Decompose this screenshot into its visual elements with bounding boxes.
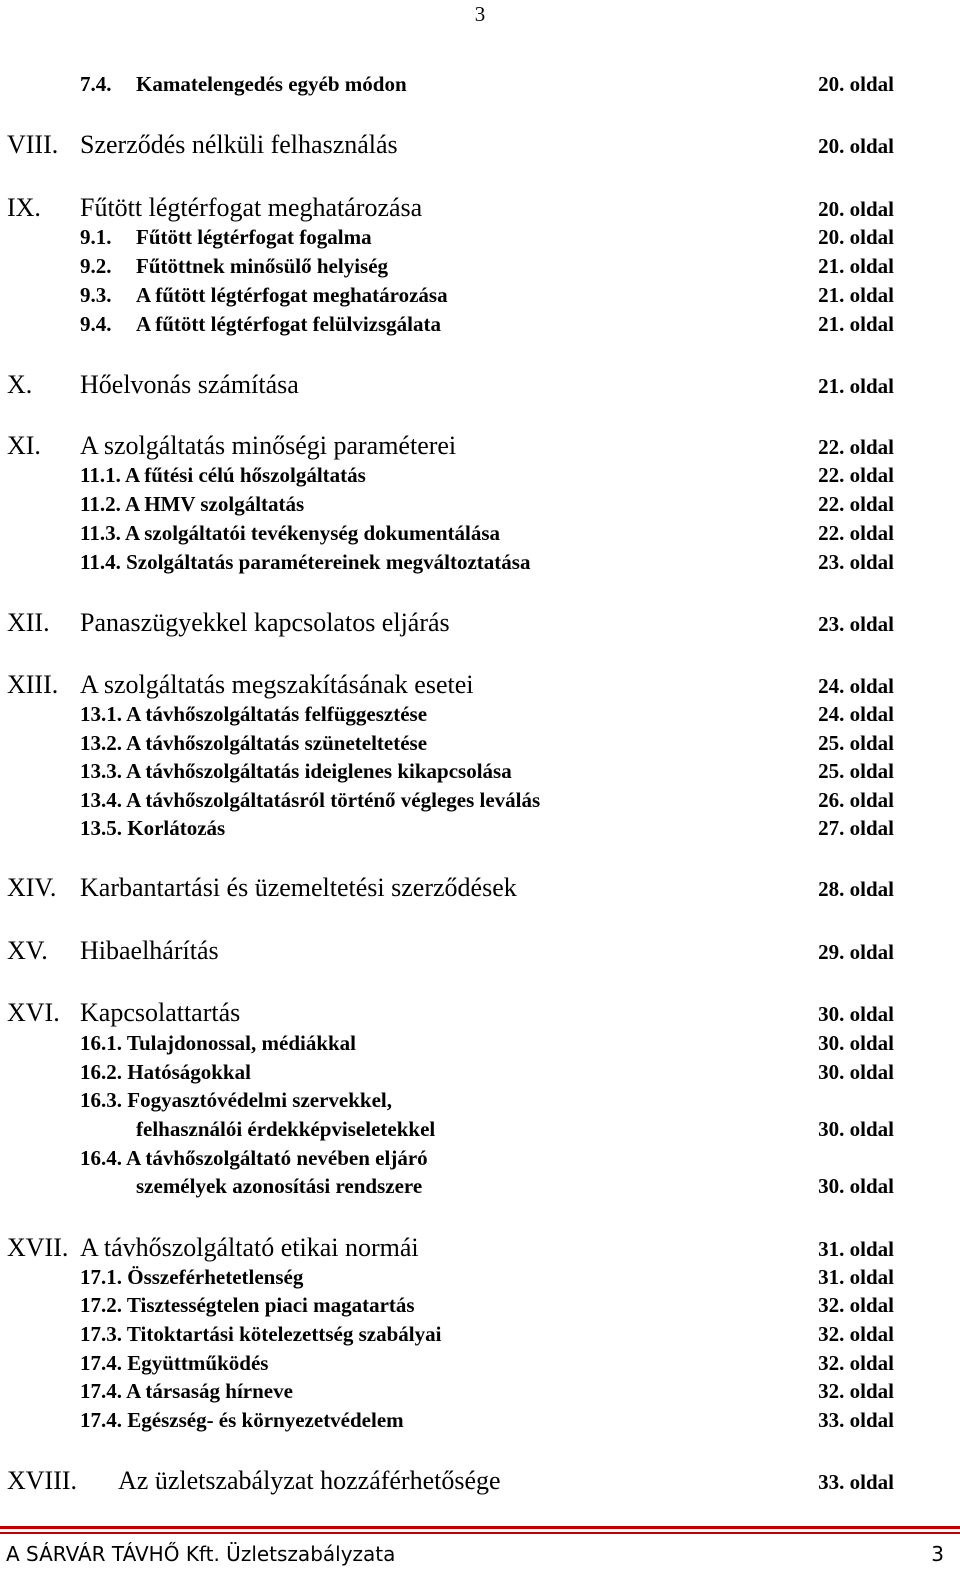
page-number: 3 bbox=[474, 2, 486, 26]
toc-entry-page: 21. oldal bbox=[818, 312, 894, 336]
toc-entry-title: A HMV szolgáltatás bbox=[124, 492, 305, 516]
toc-entry-label bbox=[80, 1293, 415, 1318]
toc-entry-label bbox=[80, 731, 427, 756]
toc-entry-page: 30. oldal bbox=[818, 1060, 894, 1084]
toc-entry-title: A távhőszolgáltatás szüneteltetése bbox=[126, 731, 428, 755]
toc-entry-title: A távhőszolgáltató etikai normái bbox=[80, 1233, 419, 1262]
toc-entry-label bbox=[80, 702, 427, 727]
toc-entry-number: 13.1. bbox=[80, 702, 122, 726]
toc-entry-number: 7.4. bbox=[80, 72, 112, 96]
toc-entry bbox=[0, 1060, 960, 1088]
toc-entry-number: 16.3. bbox=[80, 1088, 122, 1112]
footer-rule-thin bbox=[0, 1532, 960, 1534]
toc-entry-title: A fűtött légtérfogat meghatározása bbox=[136, 283, 448, 307]
toc-entry-number: 17.2. bbox=[80, 1293, 122, 1317]
toc-entry-number: 11.1. bbox=[80, 463, 121, 487]
toc-entry-page: 21. oldal bbox=[818, 374, 894, 398]
toc-entry-page: 21. oldal bbox=[818, 283, 894, 307]
toc-entry-label bbox=[80, 816, 225, 841]
toc-entry bbox=[0, 998, 960, 1030]
toc-entry-page: 26. oldal bbox=[818, 788, 894, 812]
toc-entry bbox=[0, 873, 960, 905]
toc-entry-page: 21. oldal bbox=[818, 254, 894, 278]
toc-entry-number: 17.4. bbox=[80, 1351, 122, 1375]
toc-entry-label bbox=[80, 1408, 404, 1433]
toc-entry-number: 17.1. bbox=[80, 1265, 122, 1289]
toc-entry-page: 30. oldal bbox=[818, 1174, 894, 1198]
toc-entry-number: 11.2. bbox=[80, 492, 121, 516]
toc-entry-title: A szolgáltatás megszakításának esetei bbox=[80, 670, 474, 699]
toc-entry-page: 22. oldal bbox=[818, 521, 894, 545]
toc-entry-page: 23. oldal bbox=[818, 612, 894, 636]
toc-entry-label bbox=[80, 1146, 428, 1171]
toc-entry bbox=[0, 731, 960, 759]
toc-entry-title: Karbantartási és üzemeltetési szerződések bbox=[80, 873, 517, 902]
toc-entry-title: A távhőszolgáltatás ideiglenes kikapcsolása bbox=[126, 759, 512, 783]
toc-entry bbox=[0, 521, 960, 549]
toc-entry-title: Panaszügyekkel kapcsolatos eljárás bbox=[80, 608, 450, 637]
toc-entry-page: 25. oldal bbox=[818, 731, 894, 755]
toc-entry-number: 11.3. bbox=[80, 521, 121, 545]
toc-entry-label bbox=[80, 492, 304, 517]
toc-entry-number: XIII. bbox=[7, 670, 59, 699]
toc-entry-number: XIV. bbox=[7, 873, 57, 902]
toc-entry-page: 30. oldal bbox=[818, 1002, 894, 1026]
toc-entry-page: 30. oldal bbox=[818, 1117, 894, 1141]
toc-entry bbox=[0, 370, 960, 402]
toc-entry-page: 31. oldal bbox=[818, 1237, 894, 1261]
toc-entry-page: 30. oldal bbox=[818, 1031, 894, 1055]
toc-entry-title: A távhőszolgáltatásról történő végleges leválás bbox=[126, 788, 541, 812]
toc-entry-title: Fűtöttnek minősülő helyiség bbox=[136, 254, 389, 278]
toc-entry-number: 9.2. bbox=[80, 254, 112, 278]
toc-entry-label bbox=[80, 1060, 251, 1085]
toc-entry-title: Korlátozás bbox=[127, 816, 226, 840]
toc-entry-number: X. bbox=[7, 370, 33, 399]
toc-entry bbox=[0, 254, 960, 282]
toc-entry-number: 16.1. bbox=[80, 1031, 122, 1055]
toc-entry bbox=[0, 608, 960, 640]
toc-entry-page: 25. oldal bbox=[818, 759, 894, 783]
toc-entry-title: felhasználói érdekképviseletekkel bbox=[136, 1117, 436, 1141]
toc-entry-page: 31. oldal bbox=[818, 1265, 894, 1289]
toc-entry-number: XI. bbox=[7, 431, 41, 460]
toc-entry-title: Hatóságokkal bbox=[127, 1060, 251, 1084]
toc-entry-label bbox=[80, 1031, 356, 1056]
toc-entry bbox=[0, 550, 960, 578]
toc-entry-page: 32. oldal bbox=[818, 1293, 894, 1317]
toc-entry-title: Kapcsolattartás bbox=[80, 998, 241, 1027]
page-footer bbox=[0, 1540, 960, 1580]
toc-entry-page: 33. oldal bbox=[818, 1470, 894, 1494]
toc-entry-number: XVIII. bbox=[7, 1466, 78, 1495]
toc-entry-title: Szerződés nélküli felhasználás bbox=[80, 130, 398, 159]
toc-entry-title: Fűtött légtérfogat meghatározása bbox=[80, 193, 423, 222]
toc-entry-title: A fűtési célú hőszolgáltatás bbox=[124, 463, 366, 487]
footer-page-number: 3 bbox=[931, 1542, 944, 1566]
toc-entry-label bbox=[80, 1088, 392, 1113]
toc-entry bbox=[0, 1351, 960, 1379]
toc-entry-title: Titoktartási kötelezettség szabályai bbox=[126, 1322, 442, 1346]
toc-entry bbox=[0, 1031, 960, 1059]
toc-entry-number: 13.5. bbox=[80, 816, 122, 840]
toc-entry-label bbox=[80, 521, 500, 546]
toc-entry bbox=[0, 670, 960, 702]
toc-entry-title: Egészség- és környezetvédelem bbox=[127, 1408, 404, 1432]
toc-entry-page: 20. oldal bbox=[818, 225, 894, 249]
toc-entry-number: 17.3. bbox=[80, 1322, 122, 1346]
toc-entry-number: 13.4. bbox=[80, 788, 122, 812]
toc-entry-label bbox=[80, 1322, 441, 1347]
toc-entry-number: XV. bbox=[7, 936, 48, 965]
toc-entry-title: Hőelvonás számítása bbox=[80, 370, 299, 399]
toc-entry-title: Fűtött légtérfogat fogalma bbox=[136, 225, 372, 249]
toc-entry-page: 28. oldal bbox=[818, 877, 894, 901]
toc-entry bbox=[0, 431, 960, 463]
toc-entry-title: Kamatelengedés egyéb módon bbox=[136, 72, 407, 96]
toc-entry bbox=[0, 130, 960, 162]
toc-entry bbox=[0, 1233, 960, 1265]
toc-entry bbox=[0, 72, 960, 100]
toc-entry bbox=[0, 816, 960, 844]
footer-rule bbox=[0, 1526, 960, 1529]
toc-entry-page: 24. oldal bbox=[818, 702, 894, 726]
toc-entry bbox=[0, 225, 960, 253]
toc-entry bbox=[0, 1146, 960, 1174]
toc-entry bbox=[0, 193, 960, 225]
toc-entry-label bbox=[80, 550, 530, 575]
toc-entry-number: 11.4. bbox=[80, 550, 121, 574]
toc-entry bbox=[0, 1466, 960, 1498]
toc-entry-page: 22. oldal bbox=[818, 463, 894, 487]
toc-entry-title: A fűtött légtérfogat felülvizsgálata bbox=[136, 312, 442, 336]
toc-entry-page: 32. oldal bbox=[818, 1351, 894, 1375]
toc-entry-label bbox=[80, 463, 366, 488]
toc-entry-title: Szolgáltatás paramétereinek megváltoztatása bbox=[126, 550, 531, 574]
toc-entry bbox=[0, 283, 960, 311]
toc-entry-page: 27. oldal bbox=[818, 816, 894, 840]
toc-entry-label bbox=[80, 759, 512, 784]
toc-entry-title: A szolgáltatói tevékenység dokumentálása bbox=[124, 521, 501, 545]
toc-entry-page: 20. oldal bbox=[818, 72, 894, 96]
toc-entry-label bbox=[80, 1265, 303, 1290]
footer-document-title: A SÁRVÁR TÁVHŐ Kft. Üzletszabályzata bbox=[6, 1542, 396, 1566]
toc-entry-page: 20. oldal bbox=[818, 197, 894, 221]
toc-entry-page: 29. oldal bbox=[818, 940, 894, 964]
toc-entry-title: Hibaelhárítás bbox=[80, 936, 219, 965]
toc-entry bbox=[0, 1293, 960, 1321]
toc-entry-number: 9.1. bbox=[80, 225, 112, 249]
toc-entry bbox=[0, 463, 960, 491]
toc-entry-label bbox=[80, 788, 540, 813]
toc-entry bbox=[0, 759, 960, 787]
toc-entry bbox=[0, 936, 960, 968]
toc-entry-number: XII. bbox=[7, 608, 50, 637]
toc-entry-page: 20. oldal bbox=[818, 134, 894, 158]
toc-entry-title: A társaság hírneve bbox=[126, 1379, 293, 1403]
toc-entry-number: 9.4. bbox=[80, 312, 112, 336]
toc-entry-page: 33. oldal bbox=[818, 1408, 894, 1432]
toc-entry bbox=[0, 1408, 960, 1436]
toc-entry-title: A szolgáltatás minőségi paraméterei bbox=[80, 431, 457, 460]
toc-entry-number: 13.2. bbox=[80, 731, 122, 755]
toc-entry-title: Összeférhetetlenség bbox=[127, 1265, 304, 1289]
toc-entry-page: 23. oldal bbox=[818, 550, 894, 574]
toc-entry bbox=[0, 1322, 960, 1350]
toc-entry-number: XVI. bbox=[7, 998, 60, 1027]
toc-entry-number: 13.3. bbox=[80, 759, 122, 783]
toc-entry bbox=[0, 1265, 960, 1293]
toc-entry-number: 17.4. bbox=[80, 1379, 122, 1403]
toc-entry-title: Az üzletszabályzat hozzáférhetősége bbox=[118, 1466, 501, 1495]
toc-entry-page: 22. oldal bbox=[818, 492, 894, 516]
toc-entry bbox=[0, 492, 960, 520]
toc-entry bbox=[0, 1117, 960, 1145]
toc-entry-title: Fogyasztóvédelmi szervekkel, bbox=[127, 1088, 393, 1112]
toc-entry bbox=[0, 702, 960, 730]
toc-entry bbox=[0, 1174, 960, 1202]
toc-entry-title: Tisztességtelen piaci magatartás bbox=[126, 1293, 415, 1317]
toc-entry-title: A távhőszolgáltató nevében eljáró bbox=[126, 1146, 428, 1170]
toc-entry bbox=[0, 788, 960, 816]
toc-entry bbox=[0, 312, 960, 340]
toc-entry-title: A távhőszolgáltatás felfüggesztése bbox=[126, 702, 428, 726]
toc-entry-number: 16.2. bbox=[80, 1060, 122, 1084]
toc-entry bbox=[0, 1379, 960, 1407]
toc-entry-number: 17.4. bbox=[80, 1408, 122, 1432]
toc-entry-page: 22. oldal bbox=[818, 435, 894, 459]
toc-entry-number: XVII. bbox=[7, 1233, 69, 1262]
toc-entry-page: 32. oldal bbox=[818, 1322, 894, 1346]
toc-entry-label bbox=[80, 1351, 268, 1376]
toc-entry-page: 24. oldal bbox=[818, 674, 894, 698]
toc-entry-label bbox=[80, 1379, 293, 1404]
toc-entry-title: Együttműködés bbox=[127, 1351, 269, 1375]
toc-entry-page: 32. oldal bbox=[818, 1379, 894, 1403]
toc-entry-number: 9.3. bbox=[80, 283, 112, 307]
toc-entry-number: VIII. bbox=[7, 130, 59, 159]
toc-entry-number: 16.4. bbox=[80, 1146, 122, 1170]
toc-entry-title: Tulajdonossal, médiákkal bbox=[126, 1031, 357, 1055]
toc-entry bbox=[0, 1088, 960, 1116]
toc-entry-title: személyek azonosítási rendszere bbox=[136, 1174, 423, 1198]
toc-entry-number: IX. bbox=[7, 193, 41, 222]
